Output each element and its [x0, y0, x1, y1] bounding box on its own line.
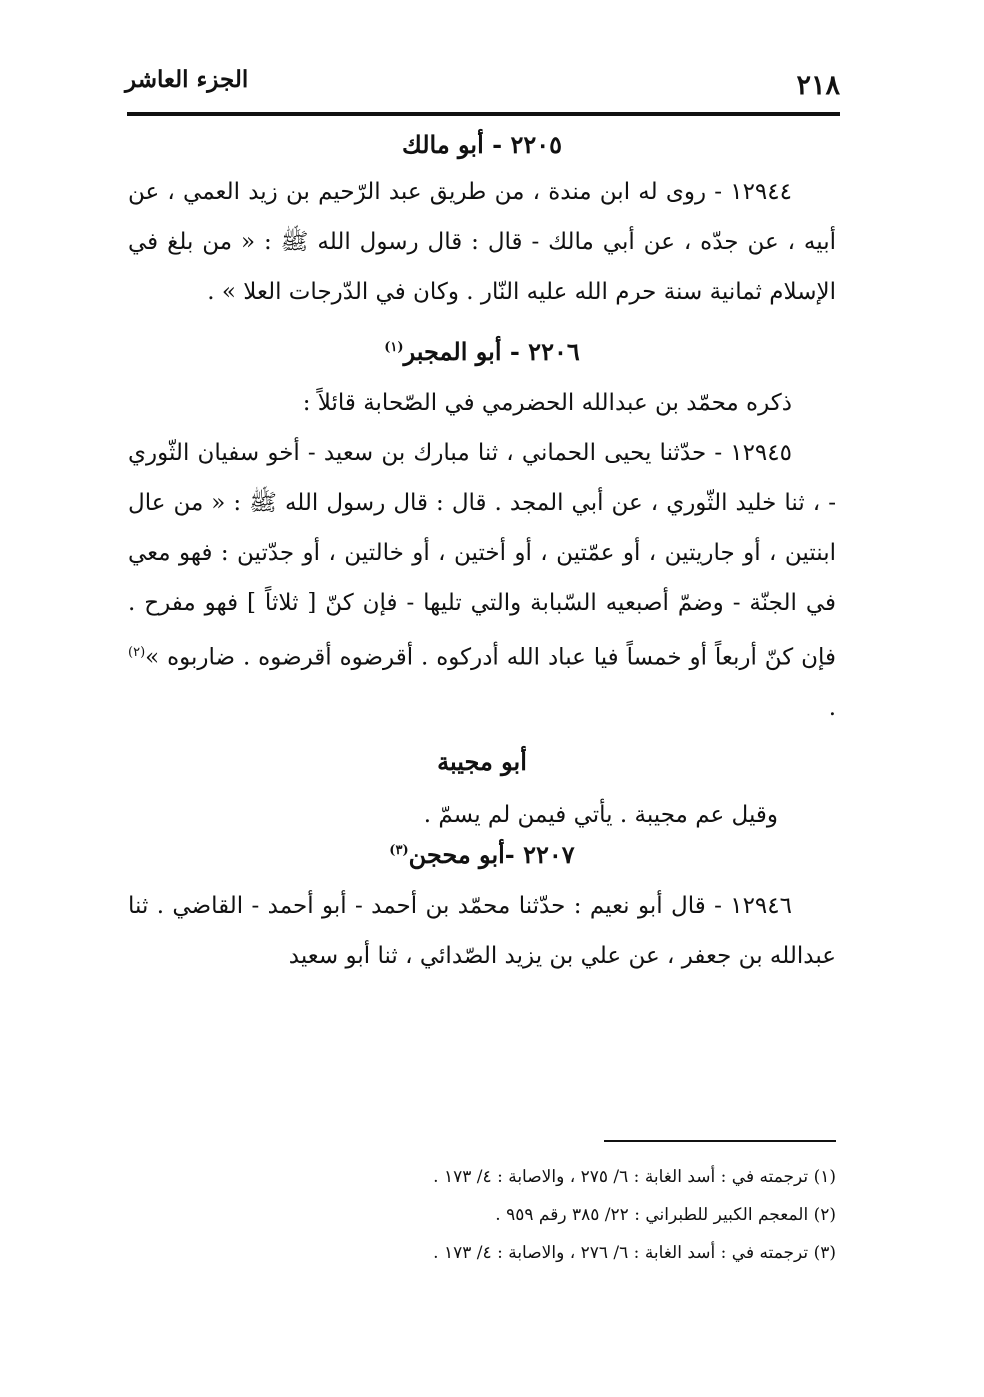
entry-heading-abu-mujiba: أبو مجيبة [437, 746, 527, 776]
page-number: ٢١٨ [796, 70, 840, 101]
header-rule [127, 112, 840, 116]
footnote-rule [604, 1140, 836, 1142]
entry-heading-2206: ٢٢٠٦ - أبو المجبر$^{(١)}$ [384, 337, 580, 366]
main-text [128, 130, 836, 981]
hadith-12944: ١٢٩٤٤ - روى له ابن مندة ، من طريق عبد الرّحيم بن زيد العمي ، عن أبيه ، عن جدّه ، عن أبي مالك - قال : قال رسول الله ﷺ : « من بلغ في الإسلام ثمانية سنة حرم الله عليه النّار . وكان في الدّرجات العلا » . [128, 179, 836, 305]
abu-mujiba-note: وقيل عم مجيبة . يأتي فيمن لم يسمّ . [423, 801, 778, 828]
footnotes [200, 1158, 836, 1272]
footnote-ref-3: (٣) [389, 842, 409, 858]
hadith-12946: ١٢٩٤٦ - قال أبو نعيم : حدّثنا محمّد بن أحمد - أبو أحمد - القاضي . ثنا عبدالله بن جعفر ، عن علي بن يزيد الصّدائي ، ثنا أبو سعيد [128, 892, 836, 969]
entry-heading-2207: ٢٢٠٧ -أبو محجن$^{(٣)}$ [389, 839, 575, 869]
footnote-ref-1: (١) [384, 340, 404, 355]
narrator-note: ذكره محمّد بن عبدالله الحضرمي في الصّحابة قائلاً : [302, 390, 792, 416]
entry-heading-2205: ٢٢٠٥ - أبو مالك [401, 130, 563, 159]
running-header [125, 60, 840, 100]
footnote-3: (٣) ترجمته في : أسد الغابة : ٦/ ٢٧٦ ، والاصابة : ٤/ ١٧٣ . [433, 1243, 836, 1263]
part-title: الجزء العاشر [125, 66, 249, 93]
footnote-2: (٢) المعجم الكبير للطبراني : ٢٢/ ٣٨٥ رقم ٩٥٩ . [495, 1205, 836, 1225]
footnote-ref-2: (٢) [128, 645, 146, 660]
hadith-12945: ١٢٩٤٥ - حدّثنا يحيى الحماني ، ثنا مبارك بن سعيد - أخو سفيان الثّوري - ، ثنا خليد الثّوري ، عن أبي المجد . قال : قال رسول الله ﷺ : « من عال ابنتين ، أو جاريتين ، أو عمّتين ، أو أختين ، أو خالتين ، أو جدّتين : فهو معي في الجنّة - وضمّ أصبعيه السّبابة والتي تليها - فإن كنّ [ ثلاثاً ] فهو مفرح . فإن كنّ أربعاً أو خمساً فيا عباد الله أدركوه . أقرضوه أقرضوه . ضاربوه »$^{(٢)}$ . [128, 440, 836, 721]
footnote-1: (١) ترجمته في : أسد الغابة : ٦/ ٢٧٥ ، والاصابة : ٤/ ١٧٣ . [433, 1167, 836, 1187]
